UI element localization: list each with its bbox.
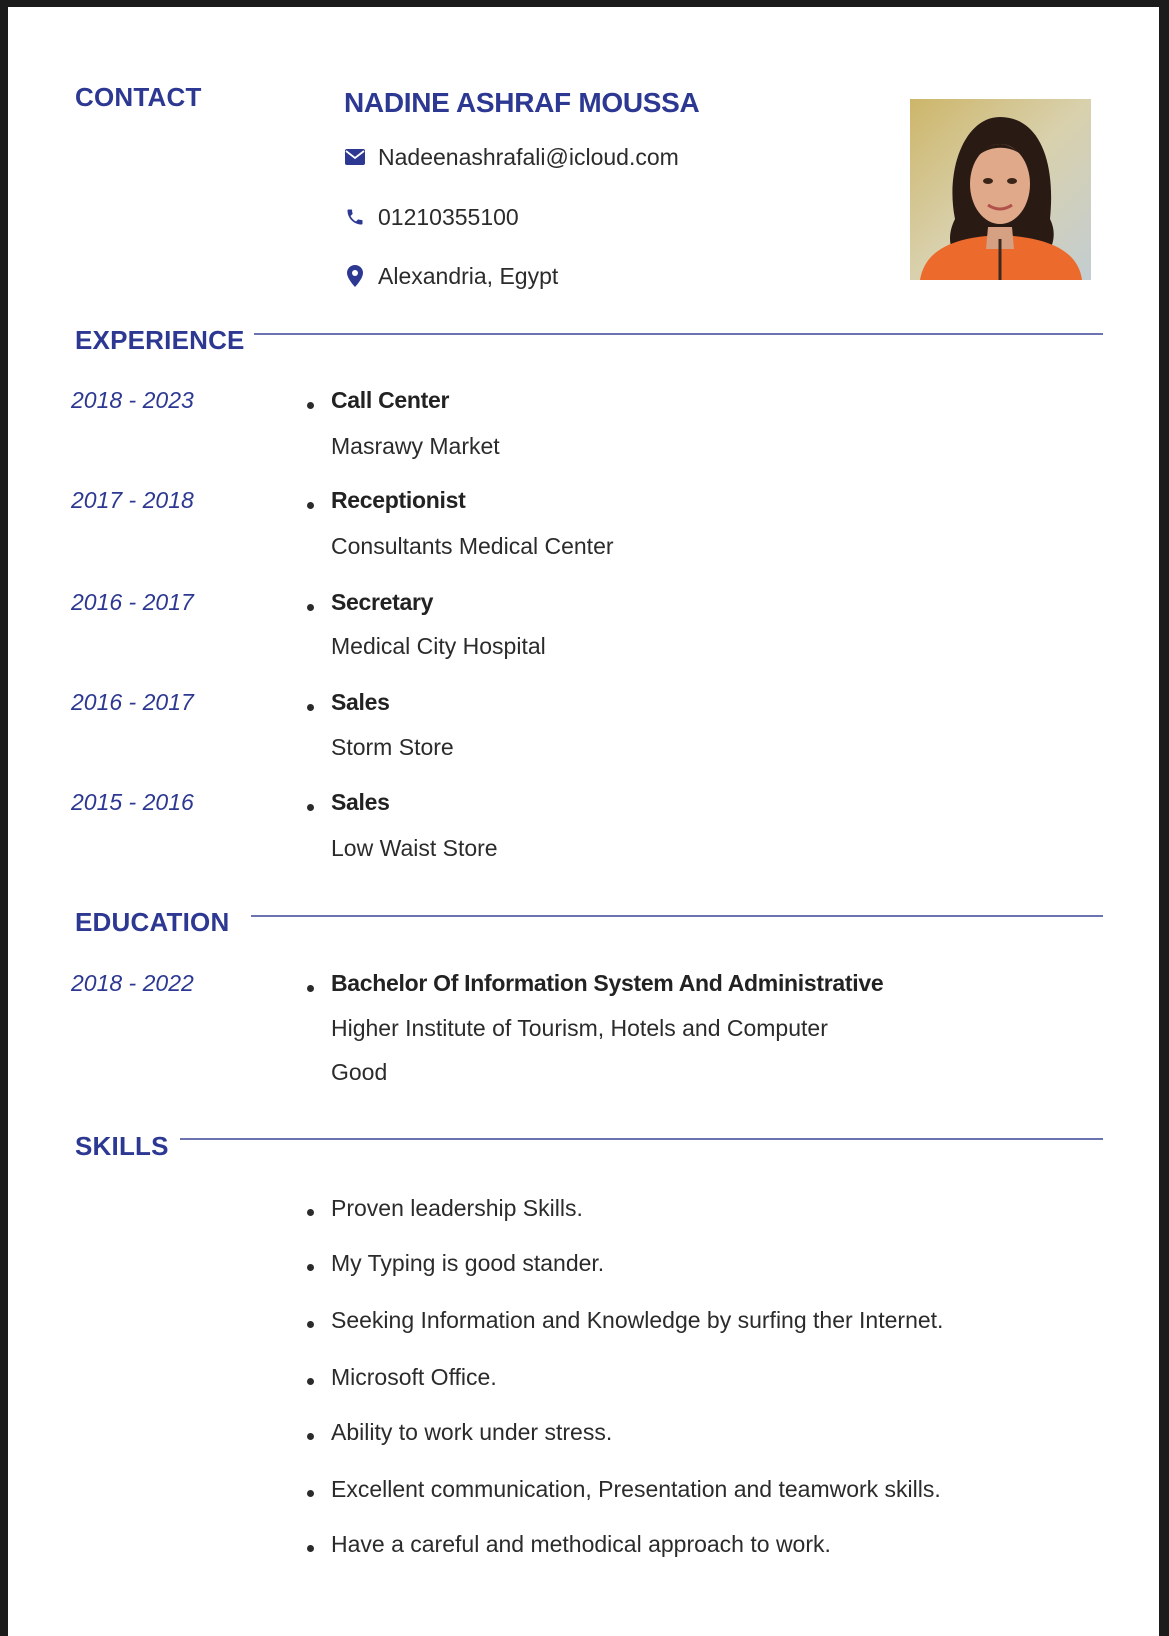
education-grade: Good (331, 1059, 388, 1085)
skill-item: Have a careful and methodical approach to work. (331, 1531, 831, 1557)
experience-date: 2016 - 2017 (71, 589, 194, 615)
skill-item: Ability to work under stress. (331, 1419, 613, 1445)
skills-divider (180, 1138, 1103, 1140)
experience-company: Masrawy Market (331, 433, 500, 459)
bullet-icon (307, 1209, 314, 1216)
experience-date: 2018 - 2023 (71, 387, 194, 413)
education-date: 2018 - 2022 (71, 970, 194, 996)
experience-date: 2017 - 2018 (71, 487, 194, 513)
resume-page (8, 7, 1159, 1636)
education-degree: Bachelor Of Information System And Administrative (331, 970, 884, 996)
bullet-icon (307, 804, 314, 811)
skill-item: My Typing is good stander. (331, 1250, 605, 1276)
experience-title: Sales (331, 789, 390, 815)
candidate-name: NADINE ASHRAF MOUSSA (344, 87, 700, 118)
experience-divider (254, 333, 1103, 335)
bullet-icon (307, 402, 314, 409)
experience-company: Storm Store (331, 734, 454, 760)
experience-title: Secretary (331, 589, 434, 615)
experience-company: Consultants Medical Center (331, 533, 614, 559)
bullet-icon (307, 1378, 314, 1385)
skill-item: Seeking Information and Knowledge by surfing ther Internet. (331, 1307, 944, 1333)
education-divider (251, 915, 1103, 917)
phone-icon (344, 206, 366, 228)
bullet-icon (307, 704, 314, 711)
experience-company: Medical City Hospital (331, 633, 546, 659)
experience-date: 2015 - 2016 (71, 789, 194, 815)
email-link[interactable]: Nadeenashrafali@icloud.com (378, 143, 679, 170)
envelope-icon (344, 146, 366, 168)
education-institute: Higher Institute of Tourism, Hotels and Computer (331, 1015, 828, 1041)
experience-title: Sales (331, 689, 390, 715)
contact-location-row (344, 261, 558, 291)
experience-title: Call Center (331, 387, 450, 413)
contact-email-row (344, 142, 679, 172)
skill-item: Excellent communication, Presentation and teamwork skills. (331, 1476, 941, 1502)
skills-heading: SKILLS (75, 1131, 169, 1161)
bullet-icon (307, 1545, 314, 1552)
skill-item: Microsoft Office. (331, 1364, 497, 1390)
bullet-icon (307, 985, 314, 992)
profile-photo (910, 99, 1091, 280)
map-pin-icon (344, 265, 366, 287)
bullet-icon (307, 1490, 314, 1497)
location-text: Alexandria, Egypt (378, 262, 559, 289)
education-heading: EDUCATION (75, 907, 230, 937)
phone-number: 01210355100 (378, 203, 519, 230)
experience-company: Low Waist Store (331, 835, 498, 861)
contact-heading: CONTACT (75, 82, 202, 112)
bullet-icon (307, 1433, 314, 1440)
contact-phone-row (344, 202, 519, 232)
bullet-icon (307, 604, 314, 611)
bullet-icon (307, 502, 314, 509)
bullet-icon (307, 1264, 314, 1271)
experience-title: Receptionist (331, 487, 466, 513)
experience-heading: EXPERIENCE (75, 325, 245, 355)
skill-item: Proven leadership Skills. (331, 1195, 583, 1221)
bullet-icon (307, 1321, 314, 1328)
experience-date: 2016 - 2017 (71, 689, 194, 715)
